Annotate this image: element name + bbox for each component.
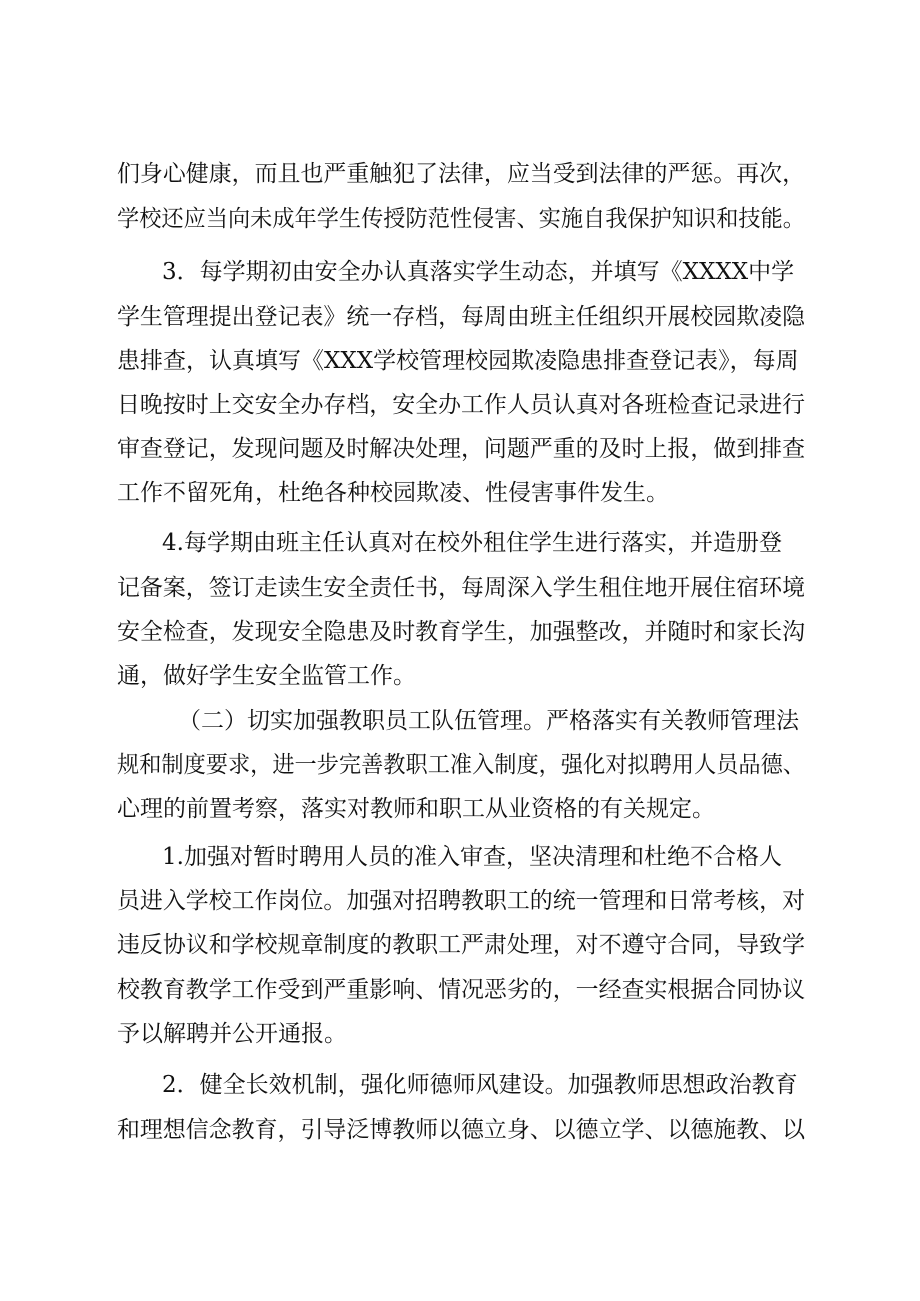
text-line-4: 学生管理提出登记表》统一存档，每周由班主任组织开展校园欺凌隐	[117, 304, 805, 330]
text-line-17: 员进入学校工作岗位。加强对招聘教职工的统一管理和日常考核，对	[117, 888, 805, 914]
text-line-2: 学校还应当向未成年学生传授防范性侵害、实施自我保护知识和技能。	[117, 206, 805, 232]
text-line-5: 患排查，认真填写《XXX学校管理校园欺凌隐患排查登记表》，每周	[117, 348, 799, 374]
text-line-11: 安全检查，发现安全隐患及时教育学生，加强整改，并随时和家长沟	[117, 619, 805, 645]
text-line-14: 规和制度要求，进一步完善教职工准入制度，强化对拟聘用人员品德、	[117, 752, 805, 778]
text-line-10: 记备案，签订走读生安全责任书，每周深入学生租住地开展住宿环境	[117, 575, 805, 601]
text-line-12: 通，做好学生安全监管工作。	[117, 663, 416, 689]
text-line-21: 2．健全长效机制，强化师德师风建设。加强教师思想政治教育	[162, 1072, 798, 1098]
text-line-3: 3．每学期初由安全办认真落实学生动态，并填写《XXXX中学	[162, 259, 795, 285]
text-line-15: 心理的前置考察，落实对教师和职工从业资格的有关规定。	[117, 796, 715, 822]
text-line-19: 校教育教学工作受到严重影响、情况恶劣的，一经查实根据合同协议	[117, 977, 805, 1003]
text-line-1: 们身心健康，而且也严重触犯了法律，应当受到法律的严惩。再次，	[117, 161, 805, 187]
text-line-18: 违反协议和学校规章制度的教职工严肃处理，对不遵守合同，导致学	[117, 932, 805, 958]
text-line-9: 4.每学期由班主任认真对在校外租住学生进行落实，并造册登	[162, 530, 782, 556]
text-line-13: （二）切实加强教职员工队伍管理。严格落实有关教师管理法	[178, 708, 799, 734]
text-line-20: 予以解聘并公开通报。	[117, 1021, 347, 1047]
text-line-8: 工作不留死角，杜绝各种校园欺凌、性侵害事件发生。	[117, 480, 669, 506]
text-line-7: 审查登记，发现问题及时解决处理，问题严重的及时上报，做到排查	[117, 436, 805, 462]
text-line-16: 1.加强对暂时聘用人员的准入审查，坚决清理和杜绝不合格人	[162, 844, 782, 870]
text-line-22: 和理想信念教育，引导泛博教师以德立身、以德立学、以德施教、以	[117, 1117, 805, 1143]
text-line-6: 日晚按时上交安全办存档，安全办工作人员认真对各班检查记录进行	[117, 392, 805, 418]
